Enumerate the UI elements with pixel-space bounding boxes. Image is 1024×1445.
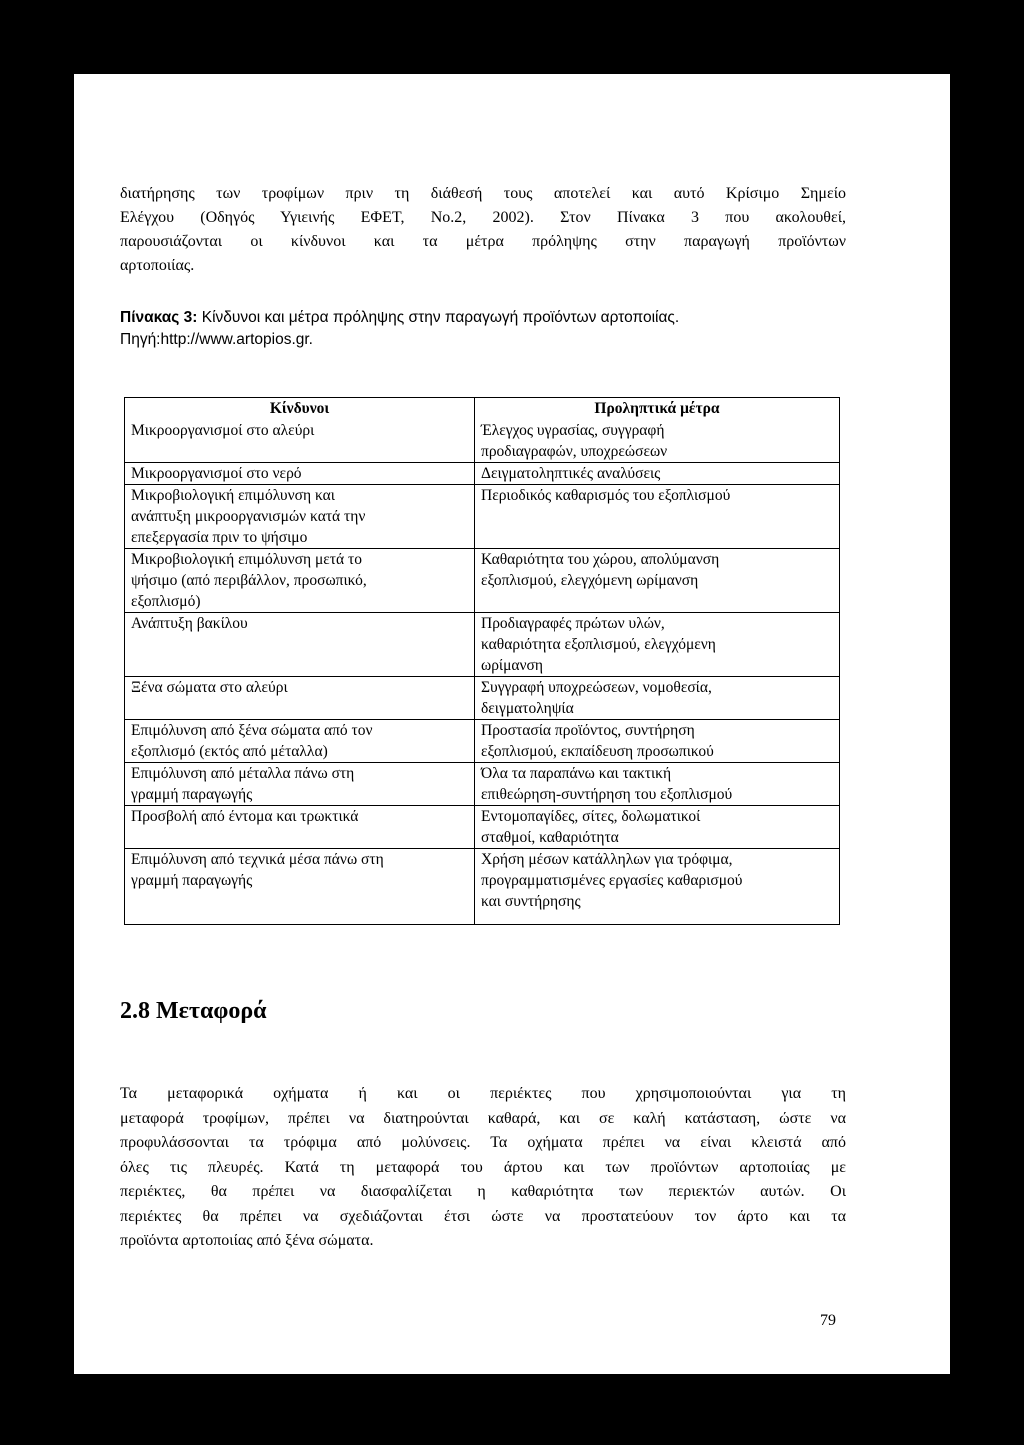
intro-line: αρτοποιίας. (120, 257, 195, 274)
measure-line: ωρίμανση (481, 657, 544, 674)
table-caption (120, 307, 880, 351)
risk-line: Επιμόλυνση από τεχνικά μέσα πάνω στη (131, 851, 384, 868)
table-row (125, 485, 840, 549)
body-line: όλες τις πλευρές. Κατά τη μεταφορά του άρτου και των προϊόντων αρτοποιίας με (120, 1158, 846, 1176)
table-row (125, 420, 840, 463)
body-line: μεταφορά τροφίμων, πρέπει να διατηρούνται καθαρά, και σε καλή κατάσταση, ώστε να (120, 1109, 846, 1127)
body-line: περιέκτες, θα πρέπει να διασφαλίζεται η καθαριότητα των περιεκτών αυτών. Οι (120, 1183, 846, 1200)
risk-line: γραμμή παραγωγής (131, 872, 253, 889)
risk-line: Επιμόλυνση από μέταλλα πάνω στη (131, 765, 355, 782)
measure-line: εξοπλισμού, ελεγχόμενη ωρίμανση (481, 572, 699, 589)
table-row (125, 677, 840, 720)
table-row (125, 720, 840, 763)
measure-line: Καθαριότητα του χώρου, απολύμανση (481, 551, 720, 568)
header-measures: Προληπτικά μέτρα (475, 398, 840, 421)
body-line: προϊόντα αρτοποιίας από ξένα σώματα. (120, 1232, 374, 1249)
measure-cell (475, 806, 840, 849)
measure-line: Συγγραφή υποχρεώσεων, νομοθεσία, (481, 679, 712, 696)
header-risks: Κίνδυνοι (125, 398, 475, 421)
caption-label: Πίνακας 3: (120, 309, 198, 326)
risk-line: Προσβολή από έντομα και τρωκτικά (131, 808, 359, 825)
measure-line: Εντομοπαγίδες, σίτες, δολωματικοί (481, 808, 701, 825)
measure-line: Περιοδικός καθαρισμός του εξοπλισμού (481, 487, 731, 504)
risk-line: εξοπλισμό) (131, 593, 201, 610)
risk-cell (125, 613, 475, 677)
risk-line: Επιμόλυνση από ξένα σώματα από τον (131, 722, 373, 739)
measure-cell (475, 420, 840, 463)
measure-cell (475, 677, 840, 720)
intro-line: παρουσιάζονται οι κίνδυνοι και τα μέτρα πρόληψης στην παραγωγή προϊόντων (120, 233, 846, 250)
measure-cell (475, 849, 840, 925)
table-row (125, 613, 840, 677)
section-heading: 2.8 Μεταφορά (120, 998, 267, 1024)
body-line: περιέκτες θα πρέπει να σχεδιάζονται έτσι ώστε να προστατεύουν τον άρτο και τα (120, 1207, 846, 1225)
risk-line: εξοπλισμό (εκτός από μέταλλα) (131, 743, 328, 760)
risk-cell (125, 720, 475, 763)
risk-line: Μικροοργανισμοί στο αλεύρι (131, 422, 315, 439)
measure-line: εξοπλισμού, εκπαίδευση προσωπικού (481, 743, 714, 760)
table-row (125, 806, 840, 849)
intro-paragraph (120, 182, 846, 278)
risk-line: Ανάπτυξη βακίλου (131, 615, 248, 632)
risk-line: Μικροβιολογική επιμόλυνση μετά το (131, 551, 362, 568)
risk-line: Ξένα σώματα στο αλεύρι (131, 679, 288, 696)
table-row (125, 763, 840, 806)
measure-line: δειγματοληψία (481, 700, 574, 717)
risk-cell (125, 677, 475, 720)
measure-line: σταθμοί, καθαριότητα (481, 829, 619, 846)
intro-line: διατήρησης των τροφίμων πριν τη διάθεσή τους αποτελεί και αυτό Κρίσιμο Σημείο (120, 185, 846, 202)
risk-cell (125, 763, 475, 806)
risk-cell (125, 549, 475, 613)
risk-cell (125, 485, 475, 549)
risk-line: γραμμή παραγωγής (131, 786, 253, 803)
risk-line: ανάπτυξη μικροοργανισμών κατά την (131, 508, 366, 525)
measure-cell (475, 763, 840, 806)
measure-line: καθαριότητα εξοπλισμού, ελεγχόμενη (481, 636, 716, 653)
measure-line: Όλα τα παραπάνω και τακτική (481, 765, 672, 782)
measure-line: και συντήρησης (481, 893, 581, 910)
body-line: προφυλάσσονται τα τρόφιμα από μολύνσεις. Τα οχήματα πρέπει να είναι κλειστά από (120, 1134, 846, 1151)
table-body (125, 420, 840, 925)
risk-line: ψήσιμο (από περιβάλλον, προσωπικό, (131, 572, 367, 589)
table-row (125, 849, 840, 925)
risk-cell (125, 420, 475, 463)
page-number: 79 (820, 1312, 836, 1329)
measure-line: επιθεώρηση-συντήρηση του εξοπλισμού (481, 786, 733, 803)
table-row (125, 463, 840, 485)
caption-source: Πηγή:http://www.artopios.gr. (120, 331, 313, 348)
measure-cell (475, 549, 840, 613)
measure-line: Δειγματοληπτικές αναλύσεις (481, 465, 661, 482)
measure-line: Χρήση μέσων κατάλληλων για τρόφιμα, (481, 851, 733, 868)
measure-cell (475, 485, 840, 549)
risk-line: Μικροοργανισμοί στο νερό (131, 465, 302, 482)
risk-line: Μικροβιολογική επιμόλυνση και (131, 487, 335, 504)
measure-line: Προστασία προϊόντος, συντήρηση (481, 722, 695, 739)
measure-line: Έλεγχος υγρασίας, συγγραφή (481, 422, 665, 439)
measure-line: Προδιαγραφές πρώτων υλών, (481, 615, 665, 632)
measure-line: προδιαγραφών, υποχρεώσεων (481, 443, 668, 460)
risk-cell (125, 806, 475, 849)
document-page (74, 74, 950, 1374)
measure-cell (475, 720, 840, 763)
risk-line: επεξεργασία πριν το ψήσιμο (131, 529, 308, 546)
measure-cell (475, 463, 840, 485)
body-line: Τα μεταφορικά οχήματα ή και οι περιέκτες που χρησιμοποιούνται για τη (120, 1085, 846, 1102)
measure-line: προγραμματισμένες εργασίες καθαρισμού (481, 872, 743, 889)
table-header-row (125, 398, 840, 421)
risk-cell (125, 463, 475, 485)
caption-text: Κίνδυνοι και μέτρα πρόληψης στην παραγωγή προϊόντων αρτοποιίας. (197, 309, 680, 326)
body-paragraph (120, 1082, 846, 1254)
risk-cell (125, 849, 475, 925)
measure-cell (475, 613, 840, 677)
caption-line (120, 307, 880, 329)
table-row (125, 549, 840, 613)
risks-measures-table (124, 397, 840, 925)
intro-line: Ελέγχου (Οδηγός Υγιεινής ΕΦΕΤ, No.2, 2002). Στον Πίνακα 3 που ακολουθεί, (120, 209, 846, 226)
